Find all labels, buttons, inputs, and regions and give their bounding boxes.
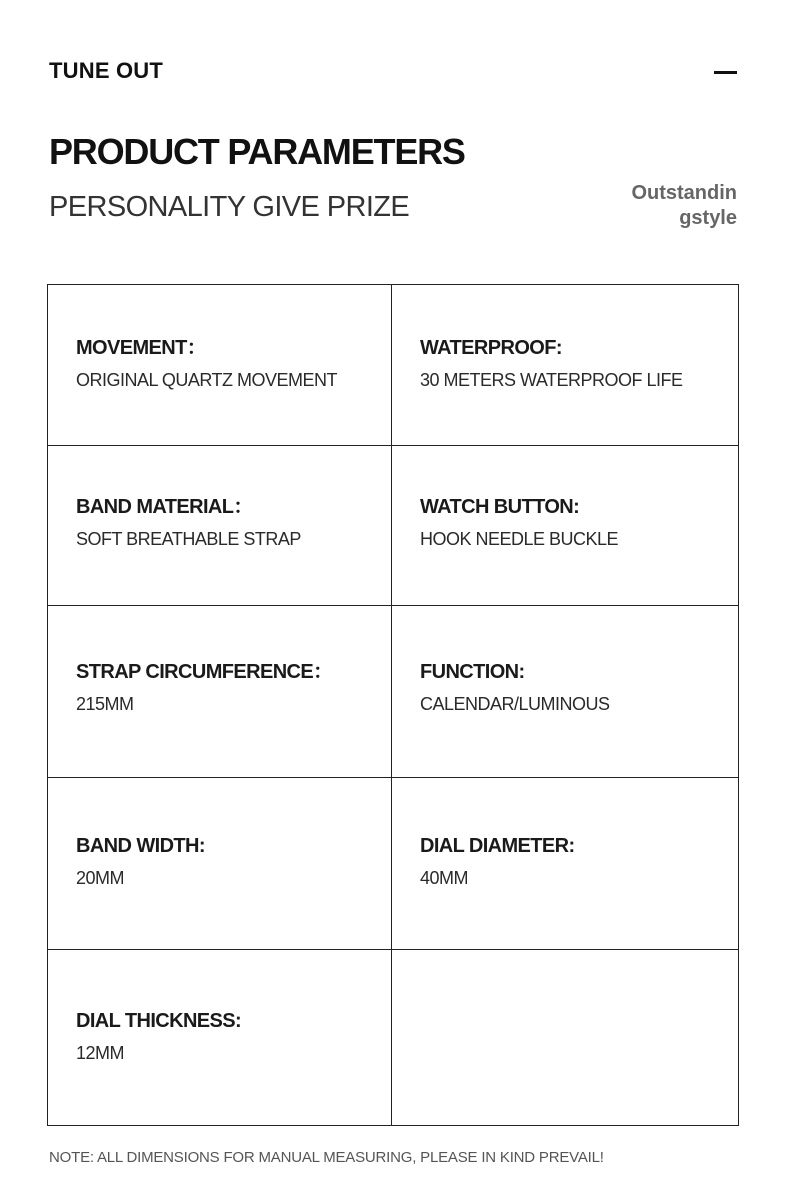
param-cell-strap-circumference [48, 606, 392, 778]
param-label: WATCH BUTTON: [420, 496, 580, 518]
param-label: DIAL DIAMETER: [420, 835, 575, 857]
param-cell-watch-button [392, 446, 739, 606]
brand-name: TUNE OUT [49, 58, 164, 83]
param-cell-waterproof [392, 285, 739, 446]
param-value: SOFT BREATHABLE STRAP [76, 529, 301, 549]
param-value: HOOK NEEDLE BUCKLE [420, 529, 619, 549]
param-value: 40MM [420, 868, 469, 888]
footnote: NOTE: ALL DIMENSIONS FOR MANUAL MEASURING, PLEASE IN KIND PREVAIL! [49, 1149, 604, 1166]
param-label: FUNCTION: [420, 661, 525, 683]
table-row [48, 950, 739, 1126]
tagline-line-2: gstyle [679, 207, 737, 229]
param-value: 215MM [76, 694, 134, 714]
param-label: STRAP CIRCUMFERENCE： [76, 661, 333, 683]
param-cell-function [392, 606, 739, 778]
parameters-table [47, 284, 739, 1126]
param-label: BAND WIDTH: [76, 835, 205, 857]
table-row [48, 606, 739, 778]
page-title: PRODUCT PARAMETERS [49, 131, 465, 172]
param-cell-dial-thickness [48, 950, 392, 1126]
param-label: BAND MATERIAL： [76, 496, 253, 518]
param-value: ORIGINAL QUARTZ MOVEMENT [76, 370, 338, 390]
page-subtitle: PERSONALITY GIVE PRIZE [49, 191, 410, 223]
param-cell-band-width [48, 778, 392, 950]
param-value: 12MM [76, 1043, 125, 1063]
param-label: MOVEMENT： [76, 337, 207, 359]
param-label: DIAL THICKNESS: [76, 1010, 242, 1032]
table-row [48, 778, 739, 950]
table-row [48, 285, 739, 446]
table-row [48, 446, 739, 606]
param-label: WATERPROOF: [420, 337, 562, 359]
param-value: 30 METERS WATERPROOF LIFE [420, 370, 683, 390]
param-cell-empty [392, 950, 739, 1126]
param-cell-movement [48, 285, 392, 446]
param-cell-dial-diameter [392, 778, 739, 950]
param-value: CALENDAR/LUMINOUS [420, 694, 610, 714]
collapse-dash-icon[interactable] [714, 71, 737, 74]
tagline [597, 181, 737, 231]
param-value: 20MM [76, 868, 125, 888]
tagline-line-1: Outstandin [631, 182, 737, 204]
param-cell-band-material [48, 446, 392, 606]
